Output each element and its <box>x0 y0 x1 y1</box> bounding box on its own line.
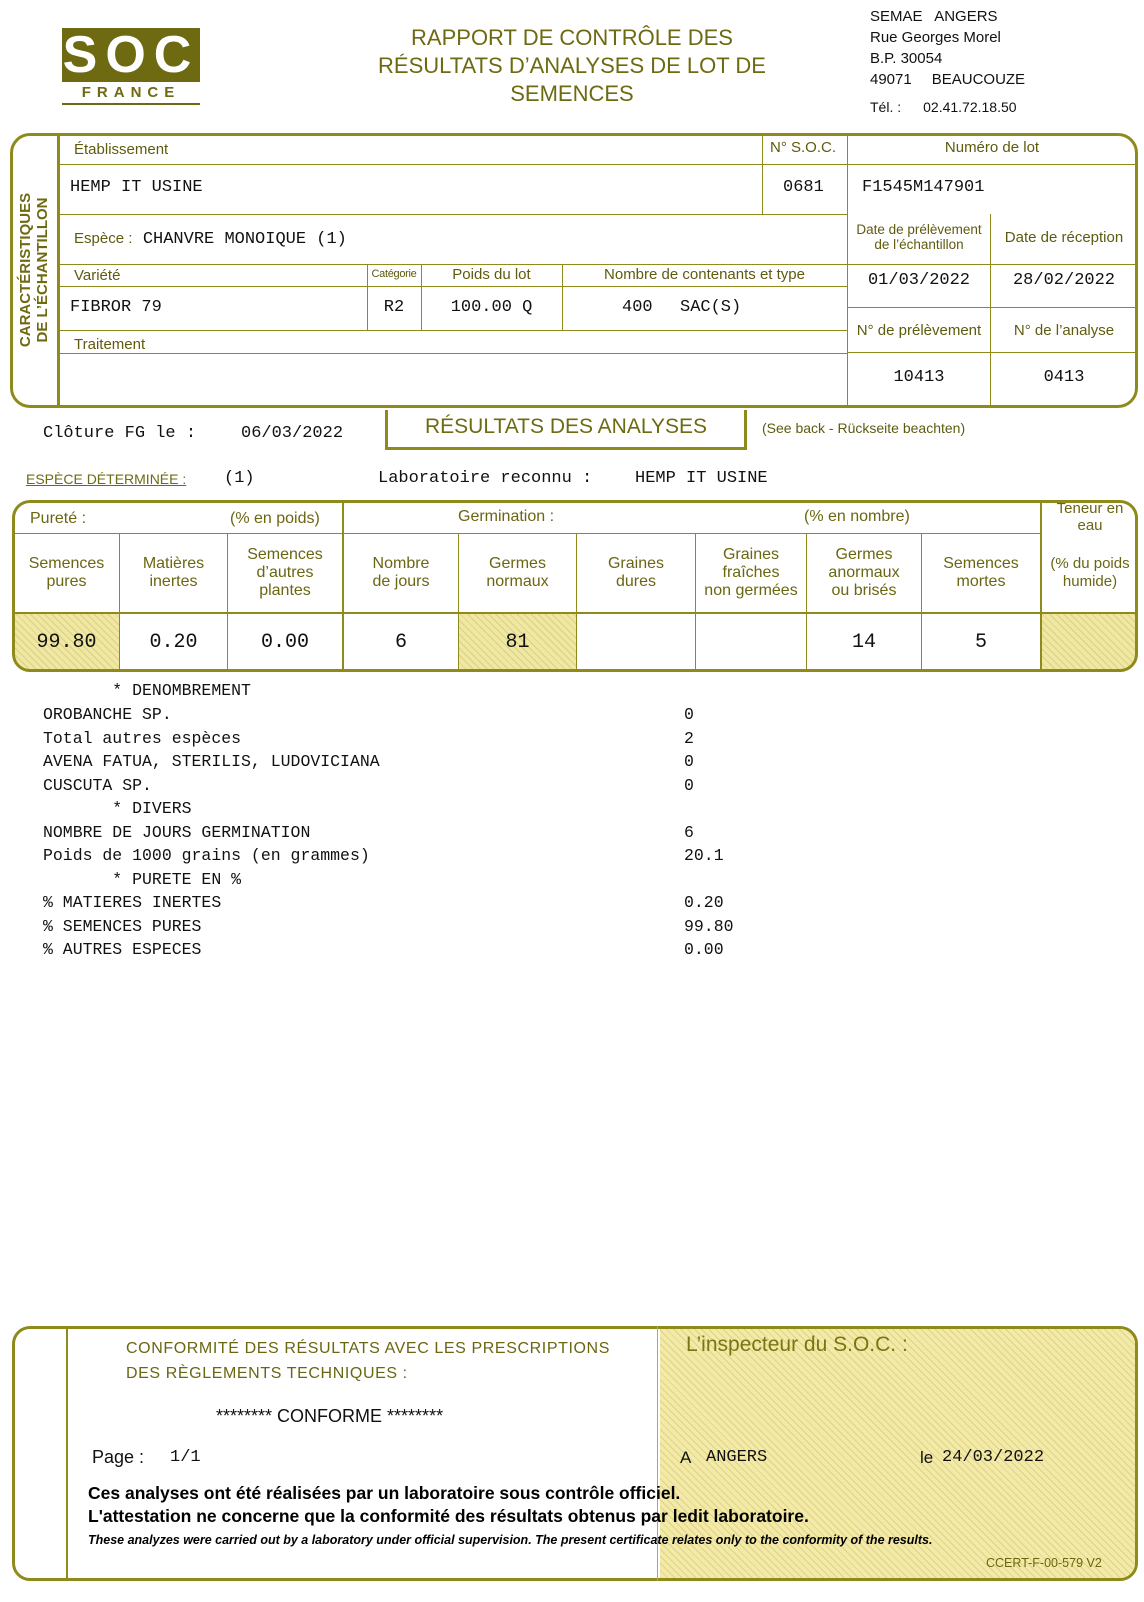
detail-label: % MATIERES INERTES <box>43 893 222 912</box>
result-germes-normaux: 81 <box>505 630 530 654</box>
eau-label: Teneur en eau <box>1056 500 1124 534</box>
cloture-label: Clôture FG le : <box>43 424 197 443</box>
address-postcode: 49071 <box>870 71 912 88</box>
a-value: ANGERS <box>706 1448 768 1467</box>
header-graines-dures: Graines dures <box>607 555 665 590</box>
detail-label: Total autres espèces <box>43 729 242 748</box>
contenants-nb: 400 <box>622 298 653 317</box>
detail-label: * PURETE EN % <box>43 870 242 889</box>
page-label: Page : <box>92 1447 145 1467</box>
detail-label: * DIVERS <box>43 799 192 818</box>
side-label-2: DE L’ÉCHANTILLON <box>34 197 51 343</box>
espece-determinee-label: ESPÈCE DÉTERMINÉE : <box>26 471 187 487</box>
le-value: 24/03/2022 <box>942 1448 1045 1467</box>
footer-note-3: These analyzes were carried out by a laboratory under official supervision. The present certificate relates only to the conformity of the results. <box>88 1533 933 1547</box>
num-analyse-label: N° de l’analyse <box>1013 322 1115 339</box>
result-graines-dures <box>577 614 695 670</box>
contenants-type: SAC(S) <box>680 298 742 317</box>
result-germes-anormaux: 14 <box>851 630 876 654</box>
soc-logo <box>62 28 200 108</box>
result-teneur-eau <box>1042 614 1138 670</box>
result-matieres-inertes: 0.20 <box>149 630 198 654</box>
header-semences-mortes: Semences mortes <box>943 555 1019 590</box>
conforme-status: ******** CONFORME ******** <box>216 1406 444 1426</box>
detail-label: * DENOMBREMENT <box>43 681 251 700</box>
header-graines-fraiches: Graines fraîches non germées <box>704 546 798 599</box>
le-label: le <box>920 1448 934 1467</box>
detail-value: 0 <box>684 752 694 771</box>
purete-unit: (% en poids) <box>230 510 320 527</box>
detail-label: Poids de 1000 grains (en grammes) <box>43 846 370 865</box>
report-title <box>322 24 822 108</box>
labo-value: HEMP IT USINE <box>635 469 768 488</box>
header-nombre-jours: Nombre de jours <box>372 555 430 590</box>
variete-label: Variété <box>74 267 121 284</box>
espece-label: Espèce : <box>74 230 133 247</box>
purete-label: Pureté : <box>30 510 87 527</box>
form-code: CCERT-F-00-579 V2 <box>986 1556 1102 1570</box>
title-line-2: RÉSULTATS D’ANALYSES DE LOT DE SEMENCES <box>378 53 766 106</box>
title-line-1: RAPPORT DE CONTRÔLE DES <box>411 25 733 50</box>
variete-value: FIBROR 79 <box>70 298 162 317</box>
poids-value: 100.00 Q <box>450 298 533 317</box>
detail-value: 2 <box>684 729 694 748</box>
etablissement-label: Établissement <box>74 141 169 158</box>
germination-label: Germination : <box>458 508 555 525</box>
num-analyse-value: 0413 <box>1043 368 1085 387</box>
address-street: Rue Georges Morel <box>870 29 1001 46</box>
detail-label: OROBANCHE SP. <box>43 705 172 724</box>
header-eau-unit: (% du poids humide) <box>1050 555 1130 590</box>
lot-label: Numéro de lot <box>944 139 1040 156</box>
page-value: 1/1 <box>170 1448 201 1467</box>
detail-value: 20.1 <box>684 846 724 865</box>
detail-value: 0 <box>684 776 694 795</box>
footer-note-2: L'attestation ne concerne que la conformité des résultats obtenus par ledit laboratoire. <box>88 1506 809 1526</box>
tel-label: Tél. : <box>870 99 902 115</box>
result-semences-pures: 99.80 <box>36 630 97 654</box>
espece-determinee-value: (1) <box>224 469 255 488</box>
see-back-note: (See back - Rückseite beachten) <box>762 420 966 436</box>
detail-label: % SEMENCES PURES <box>43 917 202 936</box>
traitement-label: Traitement <box>74 336 146 353</box>
detail-value: 0 <box>684 705 694 724</box>
address-name: SEMAE ANGERS <box>870 8 998 25</box>
logo-subtext: FRANCE <box>62 84 200 105</box>
result-graines-fraiches <box>696 614 806 670</box>
header-germes-normaux: Germes normaux <box>486 555 549 590</box>
header-matieres-inertes: Matières inertes <box>142 555 205 590</box>
side-label-1: CARACTÉRISTIQUES <box>17 192 34 348</box>
soc-value: 0681 <box>783 178 824 197</box>
espece-value: CHANVRE MONOIQUE (1) <box>142 230 347 249</box>
categorie-value: R2 <box>383 298 405 317</box>
date-prelev-value: 01/03/2022 <box>867 271 971 290</box>
inspecteur-label: L’inspecteur du S.O.C. : <box>686 1333 908 1356</box>
a-label: A <box>680 1448 692 1467</box>
footer-note-1: Ces analyses ont été réalisées par un laboratoire sous contrôle officiel. <box>88 1483 681 1503</box>
logo-text: SOC <box>62 26 200 84</box>
tel-value: 02.41.72.18.50 <box>923 99 1017 115</box>
poids-label: Poids du lot <box>452 266 531 283</box>
detail-label: NOMBRE DE JOURS GERMINATION <box>43 823 311 842</box>
cloture-date: 06/03/2022 <box>241 424 344 443</box>
detail-value: 6 <box>684 823 694 842</box>
categorie-label: Catégorie <box>371 268 417 280</box>
result-autres-plantes: 0.00 <box>260 630 309 654</box>
result-semences-mortes: 5 <box>974 630 987 654</box>
detail-label: CUSCUTA SP. <box>43 776 152 795</box>
etablissement-value: HEMP IT USINE <box>70 178 203 197</box>
labo-label: Laboratoire reconnu : <box>378 469 593 488</box>
detail-value: 99.80 <box>684 917 734 936</box>
num-prelev-label: N° de prélèvement <box>856 322 982 339</box>
lot-value: F1545M147901 <box>862 178 985 197</box>
result-nombre-jours: 6 <box>394 630 407 654</box>
germination-unit: (% en nombre) <box>804 508 910 525</box>
results-title: RÉSULTATS DES ANALYSES <box>385 410 747 450</box>
detail-value: 0.00 <box>684 940 724 959</box>
address-bp: B.P. 30054 <box>870 50 943 67</box>
num-prelev-value: 10413 <box>893 368 945 387</box>
date-recep-value: 28/02/2022 <box>1012 271 1116 290</box>
date-recep-label: Date de réception <box>1004 229 1124 246</box>
soc-label: N° S.O.C. <box>770 139 837 156</box>
detail-label: % AUTRES ESPECES <box>43 940 202 959</box>
lab-address <box>870 6 1140 118</box>
detail-value: 0.20 <box>684 893 724 912</box>
header-semences-pures: Semences pures <box>28 555 105 590</box>
address-city: BEAUCOUZE <box>931 71 1026 88</box>
header-germes-anormaux: Germes anormaux ou brisés <box>828 546 900 599</box>
contenants-label: Nombre de contenants et type <box>604 266 805 283</box>
date-prelev-label: Date de prélèvement de l’échantillon <box>856 222 982 252</box>
detail-label: AVENA FATUA, STERILIS, LUDOVICIANA <box>43 752 380 771</box>
header-autres-plantes: Semences d’autres plantes <box>247 546 323 599</box>
conformite-title: CONFORMITÉ DES RÉSULTATS AVEC LES PRESCRIPTIONS DES RÈGLEMENTS TECHNIQUES : <box>126 1340 610 1382</box>
